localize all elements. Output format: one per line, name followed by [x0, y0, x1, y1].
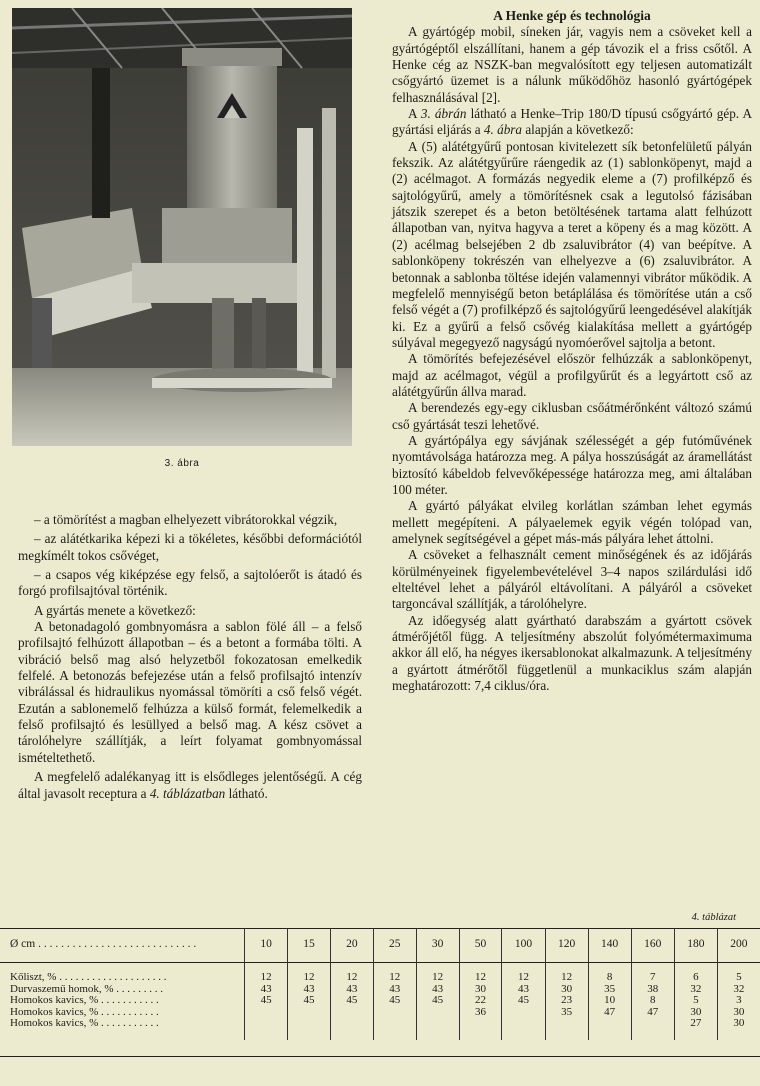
table-title: 4. táblázat: [691, 912, 736, 923]
paragraph: Az időegység alatt gyártható darabszám a gyártott csövek átmérőjétől függ. A teljesítmény abszolút folyómétermaximuma akkor áll elő, ha négyes ikersablonokat alkalmazunk. A teljesítmény a gyártott átmérőtől függetlenül a munkaciklus szám alapján meghatározott: 7,4 ciklus/óra.: [392, 612, 752, 694]
table-cell: 12: [416, 972, 459, 984]
table-cell: 45: [245, 995, 288, 1007]
table-cell: 3: [717, 995, 760, 1007]
table-row: [0, 1007, 760, 1019]
table-cell: [288, 1007, 331, 1019]
table-cell: 30: [459, 984, 502, 996]
row-label: Homokos kavics, % . . . . . . . . . . .: [10, 995, 159, 1006]
table-cell: [373, 1007, 416, 1019]
paragraph: A megfelelő adalékanyag itt is elsődleges jelentőségű. A cég által javasolt receptura a 4. táblázatban látható.: [18, 769, 362, 801]
row-label: Homokos kavics, % . . . . . . . . . . .: [10, 1006, 159, 1018]
table-cell: [502, 1018, 545, 1030]
table-cell: [459, 1018, 502, 1030]
table-cell: 30: [717, 1018, 760, 1030]
table-cell: 38: [631, 984, 674, 996]
machine-photograph: [12, 8, 352, 446]
column-header: 15: [288, 928, 331, 962]
table-cell: 47: [631, 1007, 674, 1019]
table-cell: 43: [330, 984, 373, 996]
row-label: Kőliszt, % . . . . . . . . . . . . . . . . . . . .: [10, 972, 167, 983]
table-bottom-rule: [0, 1056, 760, 1057]
table-cell: [502, 1007, 545, 1019]
table-cell: [330, 1018, 373, 1030]
table-cell: 36: [459, 1007, 502, 1019]
figure-caption: 3. ábra: [164, 458, 200, 469]
paragraph: A 3. ábrán látható a Henke–Trip 180/D típusú csőgyártó gép. A gyártási eljárás a 4. ábra alapján a következő:: [392, 106, 753, 138]
table-cell: 32: [717, 984, 760, 996]
table-cell: [631, 1018, 674, 1030]
table-cell: 43: [416, 984, 459, 996]
paragraph: A gyártó pályákat elvileg korlátlan számban lehet egymás mellett megépíteni. A pályaelemek egyik végén tolópad van, amelynek segítségével a gépet más-más pályára lehet áttolni.: [392, 498, 752, 546]
paragraph: A betonadagoló gombnyomásra a sablon fölé áll – a felső profilsajtó felhúzott állapotban – és a betont a formába tölti. A vibráció belső mag alsó helyzetből fokozatosan emelkedik felfelé. A betonozás befejezése után a felső profilsajtó intenzív vibrálással és hidraulikus nyomással tömöríti a cső felső végét. Ezután a sablonemelő felhúzza a külső formát, felemelkedik a felső profilsajtó és lesüllyed a belső mag. A kész csövet a tárolóhelyre szállítják, a leírt folyamat gombnyomással ismételtethető.: [18, 619, 362, 765]
table-cell: 23: [545, 995, 588, 1007]
table-cell: 12: [459, 972, 502, 984]
paragraph: A csöveket a felhasznált cement minőségének és az időjárás körülményeinek figyelembevételével 3–4 napos szilárdulási idő elteltével lehet a pályáról eltávolítani. A pályáról a csöveket targoncával szállítják, a tárolóhelyre.: [392, 547, 752, 612]
table-cell: [373, 1018, 416, 1030]
table-cell: 30: [545, 984, 588, 996]
row-label: Homokos kavics, % . . . . . . . . . . .: [10, 1018, 159, 1029]
table-cell: [416, 1007, 459, 1019]
table-cell: 32: [674, 984, 717, 996]
table-cell: 6: [674, 972, 717, 984]
table-cell: 30: [674, 1007, 717, 1019]
table-cell: 12: [373, 972, 416, 984]
table-cell: [288, 1018, 331, 1030]
table-header-row: [0, 928, 760, 962]
table-cell: 5: [717, 972, 760, 984]
column-header: 180: [674, 928, 717, 962]
table-cell: 12: [545, 972, 588, 984]
photo-illustration: [12, 8, 352, 446]
list-item: – a tömörítést a magban elhelyezett vibrátorokkal végzik,: [34, 512, 338, 527]
table-cell: 35: [545, 1007, 588, 1019]
table-cell: 12: [245, 972, 288, 984]
column-header: 100: [502, 928, 545, 962]
left-column: [18, 512, 362, 802]
paragraph: A gyártópálya egy sávjának szélességét a gép futóművének nyomtávolsága határozza meg. A pálya hosszúságát az áramellátást biztosító kábeldob felvevőképessége határozza meg, ami általában 100 méter.: [392, 432, 752, 497]
table-cell: 12: [502, 972, 545, 984]
table-cell: 43: [373, 984, 416, 996]
column-header: 25: [373, 928, 416, 962]
table-row: [0, 1018, 760, 1030]
list-item: – a csapos vég kiképzése egy felső, a sajtolóerőt is átadó és forgó profilsajtóval történik.: [18, 567, 362, 599]
table-cell: 12: [288, 972, 331, 984]
table-cell: 43: [245, 984, 288, 996]
table-cell: 43: [502, 984, 545, 996]
table-cell: 45: [288, 995, 331, 1007]
table-row: [0, 995, 760, 1007]
table-cell: 35: [588, 984, 631, 996]
column-header: 10: [245, 928, 288, 962]
column-header: 30: [416, 928, 459, 962]
column-header: 160: [631, 928, 674, 962]
right-column: [392, 8, 752, 694]
table-row: [0, 972, 760, 984]
paragraph: A berendezés egy-egy ciklusban csőátmérőnként változó számú cső gyártását teszi lehetővé.: [392, 400, 752, 432]
column-header: 140: [588, 928, 631, 962]
column-header: 50: [459, 928, 502, 962]
table-cell: 8: [631, 995, 674, 1007]
column-header: 120: [545, 928, 588, 962]
table-cell: 45: [330, 995, 373, 1007]
table-cell: 5: [674, 995, 717, 1007]
paragraph: A gyártás menete a következő:: [34, 602, 196, 618]
table-cell: [330, 1007, 373, 1019]
table-cell: 43: [288, 984, 331, 996]
table-cell: 30: [717, 1007, 760, 1019]
column-header: 20: [330, 928, 373, 962]
table-cell: 7: [631, 972, 674, 984]
table-cell: [245, 1018, 288, 1030]
table-cell: 45: [416, 995, 459, 1007]
paragraph: A (5) alátétgyűrű pontosan kivitelezett sík betonfelületű pályán fekszik. Az alátétgyűrűre ráengedik az (1) sablonköpenyt, majd a (2) acélmagot. A formázás negyedik eleme a (7) profilképző és sajtológyűrű, amely a tömörítésnek csak a legutolsó fázisában játszik szerepet és a beton betöltésének tartama alatt felhúzott állapotban van, nyitva hagyva a teret a köpeny és a mag között. A (2) acélmag belsejében 2 db zsaluvibrátor (4) van beépítve. A sablonköpeny tokrészén van elhelyezve a (6) zsaluvibrátor. A betonnak a sablonba töltése idején valamennyi vibrátor működik. A megfelelő mennyiségű beton betáplálása és tömörítése után a cső felső végét a (7) profilképző és sajtológyűrű leengedésével alakítják ki. Ez a gyűrű a felső csővég kialakítása mellett a gyártógép súlyával megegyező nagyságú nyomóerővel sajtolja a betont.: [392, 138, 752, 350]
table-spacer-row: [0, 1030, 760, 1040]
table-cell: [416, 1018, 459, 1030]
table-cell: 8: [588, 972, 631, 984]
list-item: – az alátétkarika képezi ki a tökéletes, későbbi deformációtól megkímélt tokos csővéget,: [18, 531, 362, 563]
paragraph: A gyártógép mobil, síneken jár, vagyis nem a csöveket kell a gyártógéptől elszállítani, hanem a gép távozik el a friss csőtől. A Henke cég az NSZK-ban megvalósított egy teljesen automatizált csőgyártó üzemet is a nálunk működőhöz hasonló gyártógépek felhasználásával [2].: [392, 24, 752, 105]
table-cell: [588, 1018, 631, 1030]
table-cell: [545, 1018, 588, 1030]
table-cell: 27: [674, 1018, 717, 1030]
table-cell: [245, 1007, 288, 1019]
table-cell: 12: [330, 972, 373, 984]
table-cell: 45: [502, 995, 545, 1007]
table-cell: 22: [459, 995, 502, 1007]
table-cell: 47: [588, 1007, 631, 1019]
section-heading: A Henke gép és technológia: [493, 8, 651, 23]
column-header: 200: [717, 928, 760, 962]
table-cell: 10: [588, 995, 631, 1007]
paragraph: A tömörítés befejezésével először felhúzzák a sablonköpenyt, majd az acélmagot, végül a profilgyűrűt és a legyártott cső az alátétgyűrűn állva marad.: [392, 351, 752, 399]
row-label: Durvaszemű homok, % . . . . . . . . .: [10, 983, 164, 995]
header-label: Ø cm . . . . . . . . . . . . . . . . . . . . . . . . . . . .: [10, 938, 197, 951]
table-spacer-row: [0, 962, 760, 972]
table-cell: 45: [373, 995, 416, 1007]
mix-table-grid: [0, 928, 760, 1040]
table-row: [0, 984, 760, 996]
